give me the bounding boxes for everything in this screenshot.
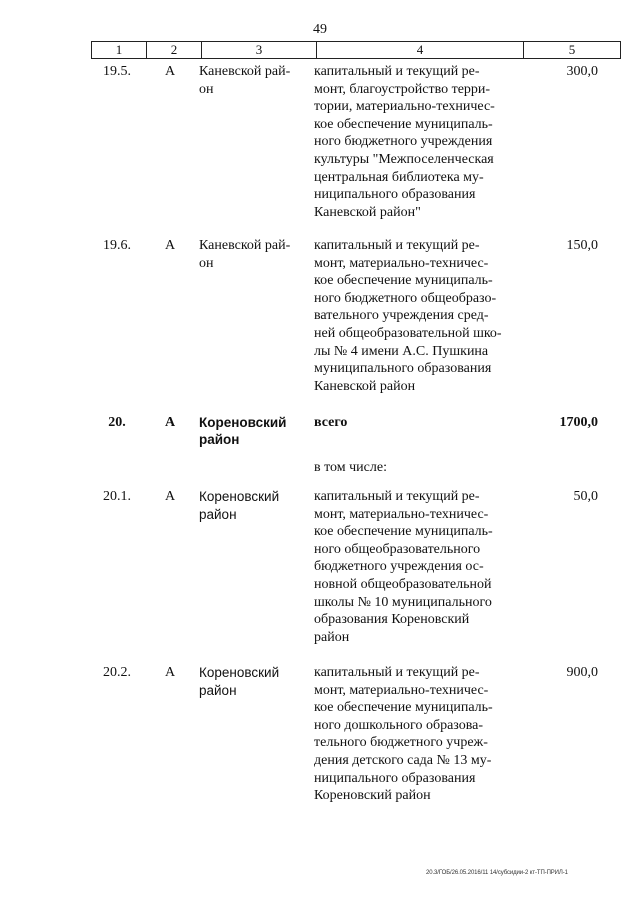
description-line: Кореновский район	[314, 788, 431, 804]
district-line: Кореновский	[199, 489, 280, 504]
description-line: тельного бюджетного учреж-	[314, 735, 488, 751]
description-line: ней общеобразовательной шко-	[314, 325, 502, 341]
column-header-4: 4	[317, 42, 524, 59]
subtotal-note: в том числе:	[314, 460, 387, 475]
row-category: А	[164, 489, 176, 504]
row-category: А	[164, 415, 176, 430]
description-line: лы № 4 имени А.С. Пушкина	[314, 343, 489, 359]
district-line: Кореновский	[199, 665, 280, 680]
row-description	[314, 237, 514, 395]
description-line: культуры "Межпоселенческая	[314, 151, 494, 167]
column-header-3: 3	[202, 42, 317, 59]
description-line: ного бюджетного общеобразо-	[314, 290, 497, 306]
row-district	[199, 237, 307, 272]
description-line: вательного учреждения сред-	[314, 308, 489, 324]
description-line: Каневской район	[314, 378, 416, 394]
district-line: Каневской рай-	[199, 238, 291, 253]
description-line: всего	[314, 415, 348, 430]
description-line: кое обеспечение муниципаль-	[314, 116, 493, 132]
row-number: 19.6.	[103, 238, 131, 253]
description-line: монт, материально-техничес-	[314, 255, 489, 271]
row-number: 20.2.	[103, 665, 131, 680]
description-line: дения детского сада № 13 му-	[314, 752, 492, 768]
row-district	[199, 63, 307, 98]
district-line: район	[199, 432, 240, 447]
row-amount: 300,0	[566, 64, 598, 79]
district-line: район	[199, 506, 237, 522]
column-header-row	[91, 41, 621, 59]
description-line: новной общеобразовательной	[314, 576, 492, 592]
row-number: 20.1.	[103, 489, 131, 504]
description-line: капитальный и текущий ре-	[314, 64, 480, 79]
description-line: ного дошкольного образова-	[314, 717, 484, 733]
document-footer-code: 20.3/ГОБ/26.05.2016/11 14/субсидии-2 кт-ТП-ПРИЛ-1	[426, 870, 568, 876]
description-line: ниципального образования	[314, 770, 476, 786]
description-line: ниципального образования	[314, 187, 476, 203]
row-district	[199, 414, 307, 448]
column-header-1: 1	[92, 42, 147, 59]
description-line: кое обеспечение муниципаль-	[314, 524, 493, 540]
row-description	[314, 488, 514, 646]
row-amount: 900,0	[566, 665, 598, 680]
row-district	[199, 664, 307, 699]
row-number: 19.5.	[103, 64, 131, 79]
description-line: кое обеспечение муниципаль-	[314, 273, 493, 289]
description-line: ного общеобразовательного	[314, 541, 481, 557]
page-number: 49	[313, 22, 327, 37]
row-category: А	[164, 665, 176, 680]
description-line: район	[314, 629, 350, 645]
description-line: кое обеспечение муниципаль-	[314, 700, 493, 716]
column-header-5: 5	[524, 42, 621, 59]
row-district	[199, 488, 307, 523]
district-line: он	[199, 255, 214, 271]
row-amount: 50,0	[573, 489, 598, 504]
description-line: школы № 10 муниципального	[314, 594, 492, 610]
description-line: Каневской район"	[314, 204, 421, 220]
row-number: 20.	[108, 415, 126, 430]
row-description	[314, 414, 514, 432]
row-category: А	[164, 64, 176, 79]
district-line: Кореновский	[199, 415, 287, 430]
row-category: А	[164, 238, 176, 253]
description-line: капитальный и текущий ре-	[314, 665, 480, 680]
description-line: монт, материально-техничес-	[314, 506, 489, 522]
column-header-2: 2	[147, 42, 202, 59]
description-line: образования Кореновский	[314, 612, 470, 628]
description-line: муниципального образования	[314, 361, 492, 377]
description-line: тории, материально-техничес-	[314, 99, 495, 115]
description-line: капитальный и текущий ре-	[314, 489, 480, 504]
row-amount: 1700,0	[559, 415, 598, 430]
description-line: бюджетного учреждения ос-	[314, 559, 484, 575]
row-amount: 150,0	[566, 238, 598, 253]
row-description	[314, 664, 514, 805]
description-line: капитальный и текущий ре-	[314, 238, 480, 253]
district-line: Каневской рай-	[199, 64, 291, 79]
description-line: монт, благоустройство терри-	[314, 81, 491, 97]
district-line: район	[199, 682, 237, 698]
description-line: ного бюджетного учреждения	[314, 134, 493, 150]
description-line: монт, материально-техничес-	[314, 682, 489, 698]
row-description	[314, 63, 514, 221]
description-line: центральная библиотека му-	[314, 169, 484, 185]
district-line: он	[199, 81, 214, 97]
